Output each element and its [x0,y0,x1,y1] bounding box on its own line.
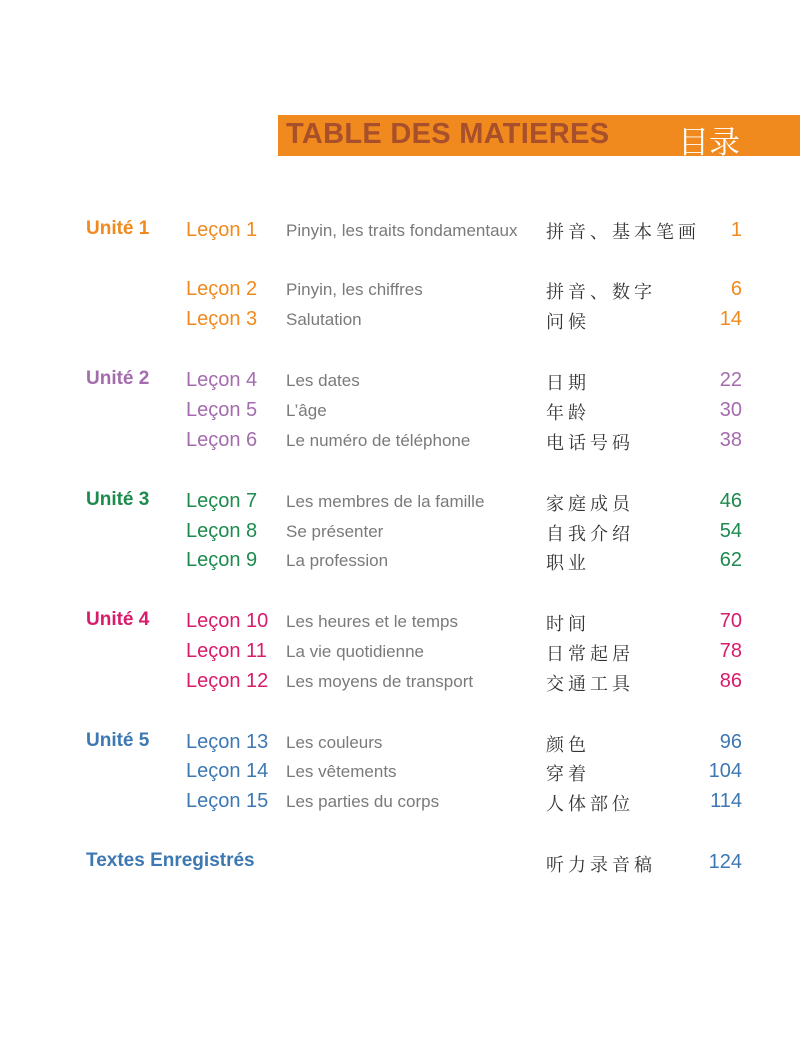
lesson-13-number[interactable]: Leçon 13 [186,731,269,753]
recorded-texts-page: 124 [708,851,742,873]
lesson-5-chinese: 年龄 [546,403,590,424]
lesson-11-title[interactable]: La vie quotidienne [286,642,425,661]
lesson-10-chinese: 时间 [546,614,590,635]
lesson-9-page: 62 [719,549,742,571]
lesson-6-number[interactable]: Leçon 6 [186,429,258,451]
lesson-2-page: 6 [730,278,742,300]
lesson-6-title[interactable]: Le numéro de téléphone [286,431,471,450]
lesson-8-number[interactable]: Leçon 8 [186,520,258,542]
unit-3-label: Unité 3 [86,489,150,510]
lesson-10-title[interactable]: Les heures et le temps [286,612,458,631]
lesson-3-title[interactable]: Salutation [286,310,362,329]
lesson-15-chinese: 人体部位 [546,794,634,815]
lesson-2-title[interactable]: Pinyin, les chiffres [286,280,423,299]
lesson-12-number[interactable]: Leçon 12 [186,670,269,692]
lesson-1-page: 1 [730,219,742,241]
lesson-9-chinese: 职业 [546,553,590,574]
unit-2-label: Unité 2 [86,368,150,389]
lesson-4-number[interactable]: Leçon 4 [186,369,258,391]
lesson-7-number[interactable]: Leçon 7 [186,490,258,512]
lesson-3-number[interactable]: Leçon 3 [186,308,258,330]
lesson-10-page: 70 [719,610,742,632]
lesson-11-page: 78 [719,640,742,662]
lesson-13-chinese: 颜色 [546,735,590,756]
unit-1-label: Unité 1 [86,218,150,239]
lesson-2-number[interactable]: Leçon 2 [186,278,258,300]
lesson-8-title[interactable]: Se présenter [286,522,384,541]
lesson-8-chinese: 自我介绍 [546,524,634,545]
lesson-10-number[interactable]: Leçon 10 [186,610,269,632]
lesson-7-page: 46 [719,490,742,512]
lesson-7-chinese: 家庭成员 [546,494,634,515]
lesson-15-title[interactable]: Les parties du corps [286,792,440,811]
lesson-14-chinese: 穿着 [546,764,590,785]
lesson-7-title[interactable]: Les membres de la famille [286,492,485,511]
lesson-3-page: 14 [719,308,742,330]
lesson-3-chinese: 问候 [546,312,590,333]
lesson-6-page: 38 [719,429,742,451]
lesson-15-number[interactable]: Leçon 15 [186,790,269,812]
lesson-13-page: 96 [719,731,742,753]
lesson-2-chinese: 拼音、数字 [546,282,656,303]
lesson-4-title[interactable]: Les dates [286,371,360,390]
lesson-14-page: 104 [708,760,742,782]
unit-5-label: Unité 5 [86,730,150,751]
lesson-6-chinese: 电话号码 [546,433,634,454]
lesson-12-chinese: 交通工具 [546,674,634,695]
lesson-4-page: 22 [719,369,742,391]
lesson-14-title[interactable]: Les vêtements [286,762,397,781]
lesson-9-number[interactable]: Leçon 9 [186,549,258,571]
lesson-14-number[interactable]: Leçon 14 [186,760,269,782]
lesson-8-page: 54 [719,520,742,542]
lesson-1-number[interactable]: Leçon 1 [186,219,258,241]
unit-4-label: Unité 4 [86,609,150,630]
lesson-5-title[interactable]: L’âge [286,401,327,420]
page-title-chinese: 目录 [678,125,740,161]
lesson-11-number[interactable]: Leçon 11 [186,640,267,662]
lesson-12-title[interactable]: Les moyens de transport [286,672,474,691]
lesson-13-title[interactable]: Les couleurs [286,733,383,752]
lesson-12-page: 86 [719,670,742,692]
lesson-4-chinese: 日期 [546,373,590,394]
lesson-11-chinese: 日常起居 [546,644,634,665]
header-banner [278,115,800,161]
lesson-1-chinese: 拼音、基本笔画 [546,222,700,243]
recorded-texts-chinese: 听力录音稿 [546,855,656,876]
lesson-5-page: 30 [719,399,742,421]
lesson-9-title[interactable]: La profession [286,551,389,570]
lesson-5-number[interactable]: Leçon 5 [186,399,258,421]
page-title: TABLE DES MATIERES [286,118,610,150]
lesson-1-title[interactable]: Pinyin, les traits fondamentaux [286,221,518,240]
lesson-15-page: 114 [710,790,742,812]
recorded-texts-label[interactable]: Textes Enregistrés [86,850,255,871]
